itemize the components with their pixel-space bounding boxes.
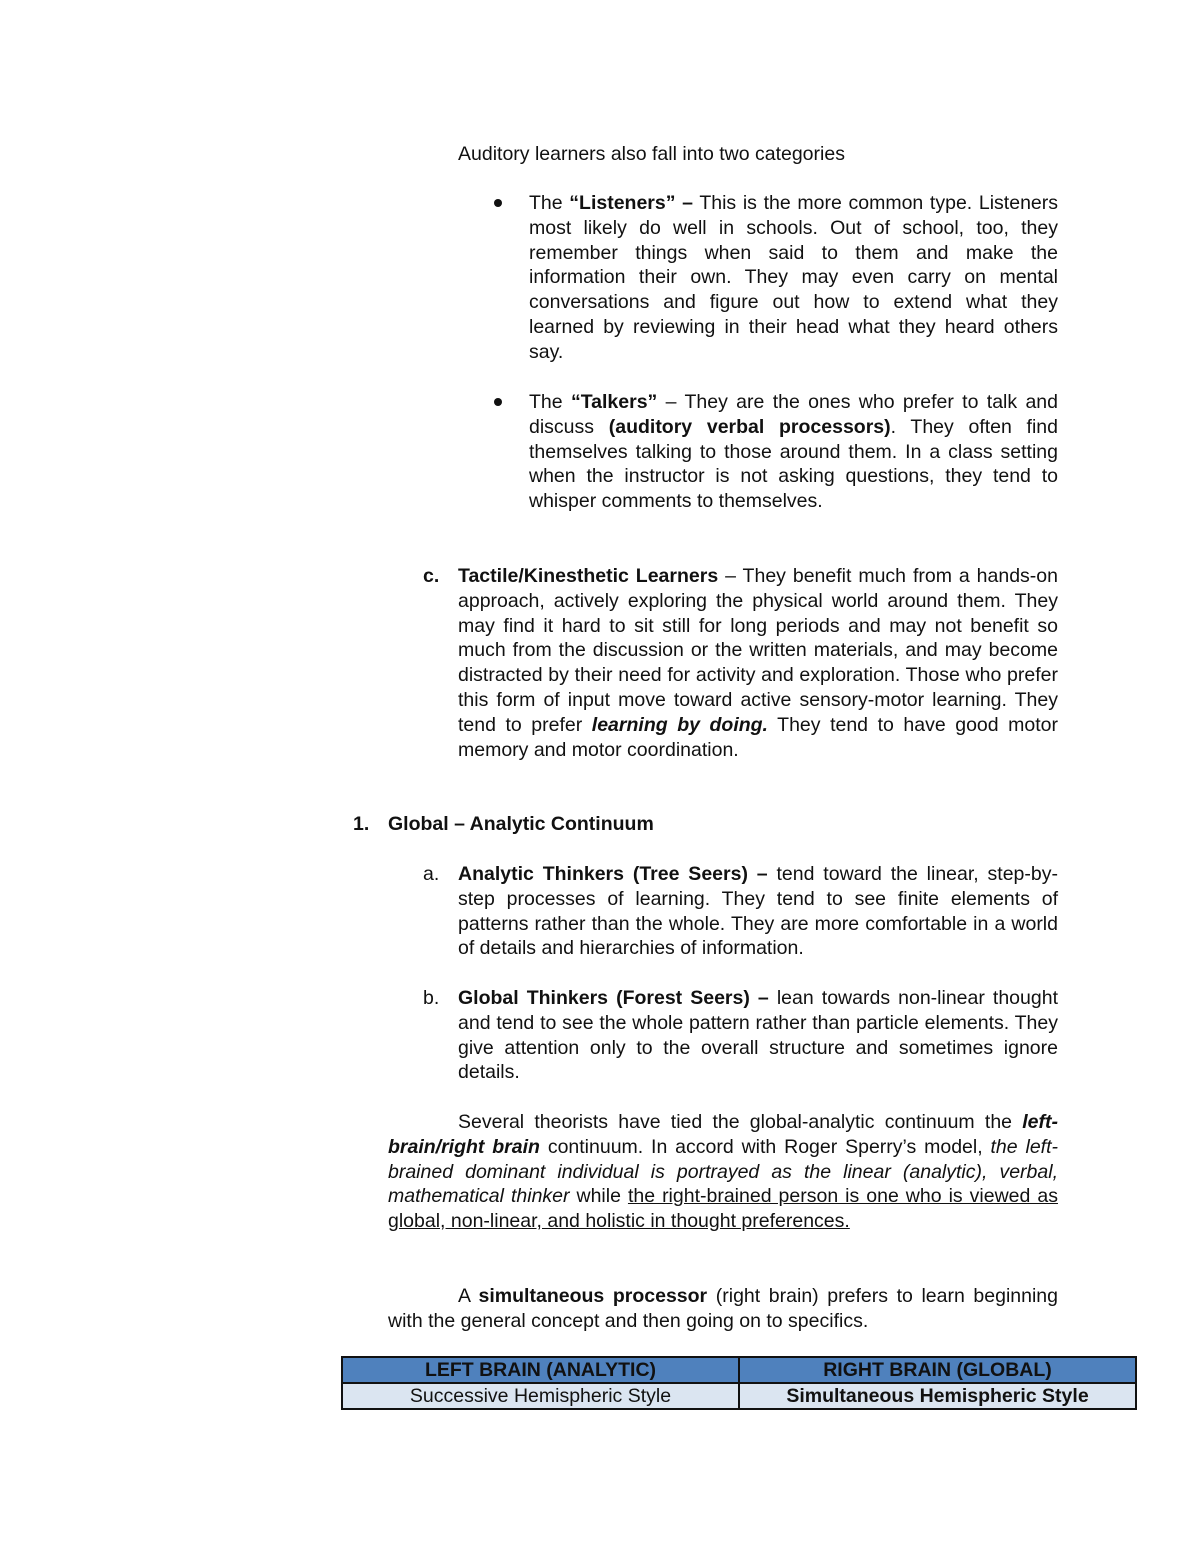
talkers-term: “Talkers” xyxy=(570,391,658,413)
talkers-mid: – They are the ones who prefer to talk and discuss xyxy=(529,391,1058,438)
global-term: Global Thinkers (Forest Seers) – xyxy=(458,987,769,1009)
theorists-paragraph xyxy=(388,1110,1058,1234)
analytic-text: tend toward the linear, step-by-step processes of learning. They tend to see finite elements of patterns rather than the whole. They are more comfortable in a world of details and hierarchies of information. xyxy=(458,863,1058,960)
theorists-text2: continuum. In accord with Roger Sperry’s model, xyxy=(539,1135,991,1158)
theorists-emphasis: left-brain/right brain xyxy=(388,1111,1058,1158)
list-marker-b: b. xyxy=(423,987,440,1009)
theorists-italic: the left-brained dominant individual is portrayed as the linear (analytic), verbal, mathematical thinker xyxy=(388,1135,1058,1208)
talkers-text: . They often find themselves talking to those around them. In a class setting when the instructor is not asking questions, they tend to whisper comments to themselves. xyxy=(529,415,1058,513)
bullet-icon xyxy=(494,398,502,406)
simultaneous-paragraph xyxy=(388,1284,1058,1334)
brain-table xyxy=(341,1356,1137,1410)
table-row xyxy=(342,1383,1136,1409)
list-marker-c: c. xyxy=(423,565,440,587)
tactile-text2: They tend to have good motor memory and motor coordination. xyxy=(458,713,1058,761)
table-header-left: LEFT BRAIN (ANALYTIC) xyxy=(342,1357,739,1383)
bullet-icon xyxy=(494,199,502,207)
table-cell-left: Successive Hemispheric Style xyxy=(342,1383,739,1409)
table-cell-right: Simultaneous Hemispheric Style xyxy=(739,1383,1136,1409)
talkers-term2: (auditory verbal processors) xyxy=(608,415,891,438)
global-paragraph xyxy=(458,986,1058,1085)
analytic-paragraph xyxy=(458,862,1058,961)
talkers-pre: The xyxy=(529,391,571,413)
auditory-intro: Auditory learners also fall into two categories xyxy=(458,143,845,165)
tactile-text1: – They benefit much from a hands-on approach, actively exploring the physical world around them. They may find it hard to sit still for long periods and may not benefit so much from the discussion or the written materials, and may become distracted by their need for activity and exploration. Those who prefer this form of input move toward active sensory-motor learning. They tend to prefer xyxy=(458,565,1058,736)
tactile-emphasis: learning by doing. xyxy=(591,713,768,736)
section-title: Global – Analytic Continuum xyxy=(388,813,654,835)
listeners-paragraph xyxy=(529,191,1058,365)
tactile-term: Tactile/Kinesthetic Learners xyxy=(458,565,719,587)
tactile-paragraph xyxy=(458,564,1058,762)
talkers-paragraph xyxy=(529,390,1058,514)
global-text: lean towards non-linear thought and tend to see the whole pattern rather than particle elements. They give attention only to the overall structure and sometimes ignore details. xyxy=(458,987,1058,1084)
theorists-text3: while xyxy=(569,1185,628,1208)
listeners-term: “Listeners” – xyxy=(569,192,694,214)
simultaneous-text1: A xyxy=(458,1285,479,1307)
section-number: 1. xyxy=(353,813,370,835)
simultaneous-term: simultaneous processor xyxy=(478,1285,708,1307)
listeners-pre: The xyxy=(529,192,570,214)
simultaneous-text2: (right brain) prefers to learn beginning with the general concept and then going on to specifics. xyxy=(388,1285,1058,1332)
theorists-text1: Several theorists have tied the global-analytic continuum the xyxy=(458,1111,1023,1133)
list-marker-a: a. xyxy=(423,863,440,885)
listeners-text: This is the more common type. Listeners most likely do well in schools. Out of school, too, they remember things when said to them and make the information their own. They may even carry on mental conversations and figure out how to extend what they learned by reviewing in their head what they heard others say. xyxy=(529,192,1059,363)
table-header-row xyxy=(342,1357,1136,1383)
analytic-term: Analytic Thinkers (Tree Seers) – xyxy=(458,863,768,885)
theorists-underlined: the right-brained person is one who is viewed as global, non-linear, and holistic in thought preferences. xyxy=(388,1185,1058,1233)
table-header-right: RIGHT BRAIN (GLOBAL) xyxy=(739,1357,1136,1383)
